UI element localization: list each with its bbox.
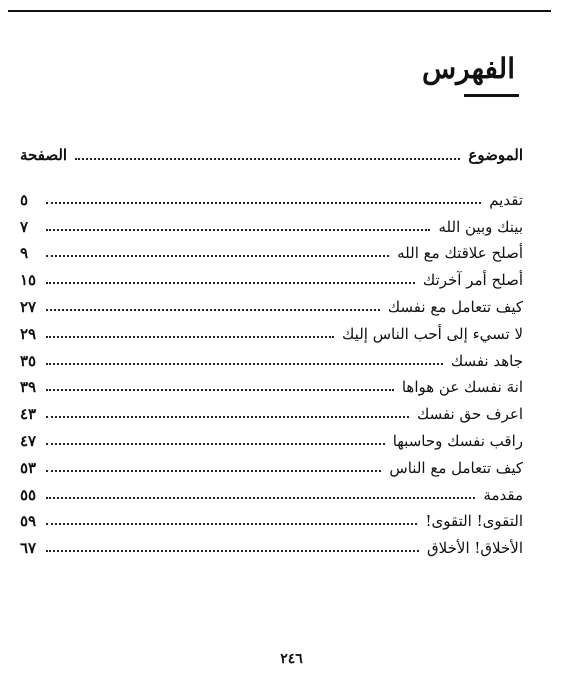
entry-title: الأخلاق! الأخلاق [427, 539, 523, 558]
entry-page: ٤٧ [20, 431, 37, 450]
entry-page: ٥ [20, 190, 29, 209]
toc-entry [20, 289, 523, 316]
entry-page: ١٥ [20, 271, 37, 290]
toc-entry [20, 504, 523, 531]
toc-entry [20, 423, 523, 450]
dot-leader [46, 282, 415, 284]
entry-title: مقدمة [483, 485, 523, 504]
toc-list [20, 182, 523, 557]
toc-entry [20, 182, 523, 209]
toc-entry [20, 370, 523, 397]
toc-entry [20, 236, 523, 263]
toc-entry [20, 396, 523, 423]
entry-title: اعرف حق نفسك [416, 405, 523, 424]
entry-title: أصلح علاقتك مع الله [397, 244, 523, 263]
toc-entry [20, 450, 523, 477]
entry-page: ٢٩ [20, 324, 37, 343]
top-rule [8, 10, 551, 12]
dot-leader [46, 229, 430, 231]
toc-entry [20, 530, 523, 557]
page-number: ٢٤٦ [280, 651, 303, 667]
dot-leader [46, 309, 380, 311]
entry-page: ٦٧ [20, 539, 37, 558]
entry-page: ٧ [20, 217, 29, 236]
toc-entry [20, 477, 523, 504]
entry-page: ٥٥ [20, 485, 37, 504]
dot-leader [46, 416, 409, 418]
toc-entry [20, 316, 523, 343]
toc-entry [20, 262, 523, 289]
entry-page: ٥٣ [20, 458, 37, 477]
dot-leader [46, 497, 475, 499]
entry-title: التقوى! التقوى! [425, 512, 523, 531]
dot-leader [46, 255, 389, 257]
title-underline [464, 94, 519, 97]
entry-title: أصلح أمر آخرتك [422, 271, 523, 290]
toc-entry [20, 343, 523, 370]
entry-page: ٣٥ [20, 351, 37, 370]
dot-leader [46, 443, 385, 445]
entry-title: لا تسيء إلى أحب الناس إليك [342, 324, 523, 343]
entry-title: تقديم [489, 190, 523, 209]
entry-title: راقب نفسك وحاسبها [392, 431, 523, 450]
entry-page: ٢٧ [20, 297, 37, 316]
dot-leader [46, 363, 443, 365]
dot-leader [46, 389, 394, 391]
toc-entry [20, 209, 523, 236]
entry-title: جاهد نفسك [450, 351, 523, 370]
entry-page: ٤٣ [20, 405, 37, 424]
entry-page: ٩ [20, 244, 29, 263]
entry-title: بينك وبين الله [438, 217, 523, 236]
topic-column-header: الموضوع [468, 146, 523, 164]
entry-title: كيف تتعامل مع الناس [389, 458, 523, 477]
entry-page: ٣٩ [20, 378, 37, 397]
dot-leader [46, 336, 334, 338]
dot-leader [46, 550, 419, 552]
toc-header [20, 144, 523, 164]
entry-page: ٥٩ [20, 512, 37, 531]
dot-leader [46, 470, 381, 472]
entry-title: كيف تتعامل مع نفسك [387, 297, 523, 316]
index-title: الفهرس [421, 52, 515, 85]
dot-leader [46, 202, 481, 204]
page-column-header: الصفحة [20, 146, 68, 164]
entry-title: انهَ نفسك عن هواها [401, 378, 523, 397]
dot-leader [75, 158, 460, 160]
dot-leader [46, 523, 417, 525]
